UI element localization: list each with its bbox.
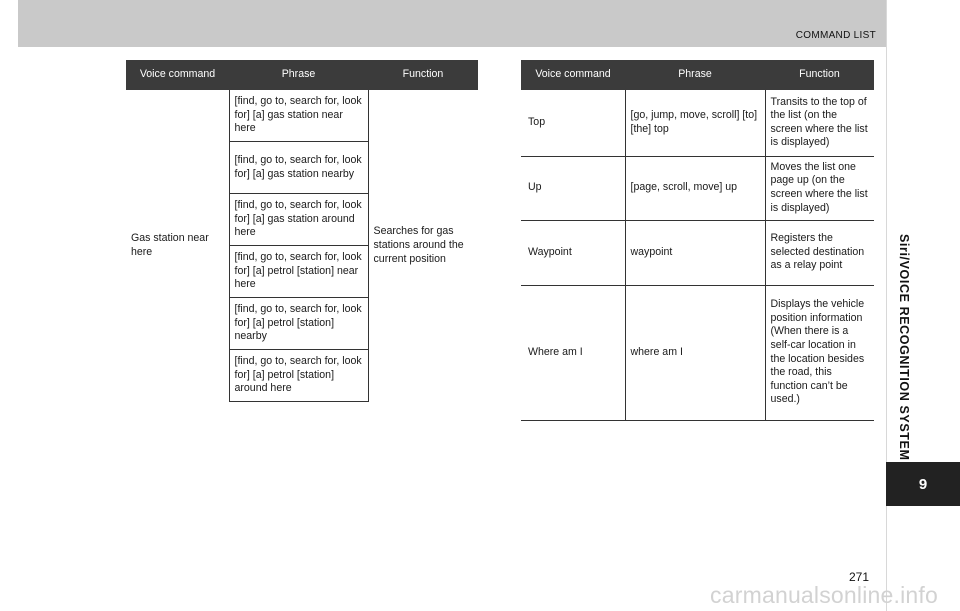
command-table-right — [521, 60, 874, 421]
table-row — [521, 220, 874, 285]
table-row — [521, 285, 874, 420]
watermark: carmanualsonline.info — [710, 582, 938, 608]
function-cell: Searches for gas stations around the current position — [368, 90, 478, 402]
function-cell: Moves the list one page up (on the screen where the list is displayed) — [765, 156, 874, 220]
phrase-cell: [find, go to, search for, look for] [a] petrol [station] nearby — [229, 298, 368, 350]
column-header-function: Function — [368, 60, 478, 90]
column-header-phrase: Phrase — [229, 60, 368, 90]
voice-command-cell: Up — [521, 156, 625, 220]
phrase-cell: waypoint — [625, 220, 765, 285]
table-row — [126, 90, 478, 142]
page-number: 271 — [849, 570, 870, 584]
phrase-cell: [find, go to, search for, look for] [a] gas station near here — [234, 95, 362, 135]
phrase-cell: [find, go to, search for, look for] [a] gas station nearby — [229, 142, 368, 194]
table-header-row — [126, 60, 478, 90]
table-row — [521, 90, 874, 156]
phrase-cell: [find, go to, search for, look for] [a] petrol [station] around here — [229, 350, 368, 402]
function-cell: Registers the selected destination as a relay point — [765, 220, 874, 285]
phrase-cell: [find, go to, search for, look for] [a] gas station around here — [229, 194, 368, 246]
function-cell: Transits to the top of the list (on the screen where the list is displayed) — [765, 90, 874, 156]
phrase-cell: [go, jump, move, scroll] [to] [the] top — [625, 90, 765, 156]
section-label: COMMAND LIST — [795, 30, 876, 41]
phrase-cell: where am I — [625, 285, 765, 420]
voice-command-cell: Waypoint — [521, 220, 625, 285]
column-header-phrase: Phrase — [625, 60, 765, 90]
column-header-voice: Voice command — [126, 60, 229, 90]
function-cell: Displays the vehicle position information (When there is a self-car location in the location besides the road, this function can’t be used.) — [765, 285, 874, 420]
phrase-cell: [find, go to, search for, look for] [a] petrol [station] near here — [229, 246, 368, 298]
voice-command-cell: Top — [521, 90, 625, 156]
chapter-title: Siri/VOICE RECOGNITION SYSTEM — [897, 233, 911, 461]
table-header-row — [521, 60, 874, 90]
phrase-cell: [page, scroll, move] up — [625, 156, 765, 220]
column-header-voice: Voice command — [521, 60, 625, 90]
table-row — [521, 156, 874, 220]
column-header-function: Function — [765, 60, 874, 90]
voice-command-cell: Where am I — [521, 285, 625, 420]
command-table-left — [126, 60, 478, 402]
chapter-number-badge: 9 — [886, 462, 960, 506]
voice-command-cell: Gas station near here — [126, 90, 229, 402]
